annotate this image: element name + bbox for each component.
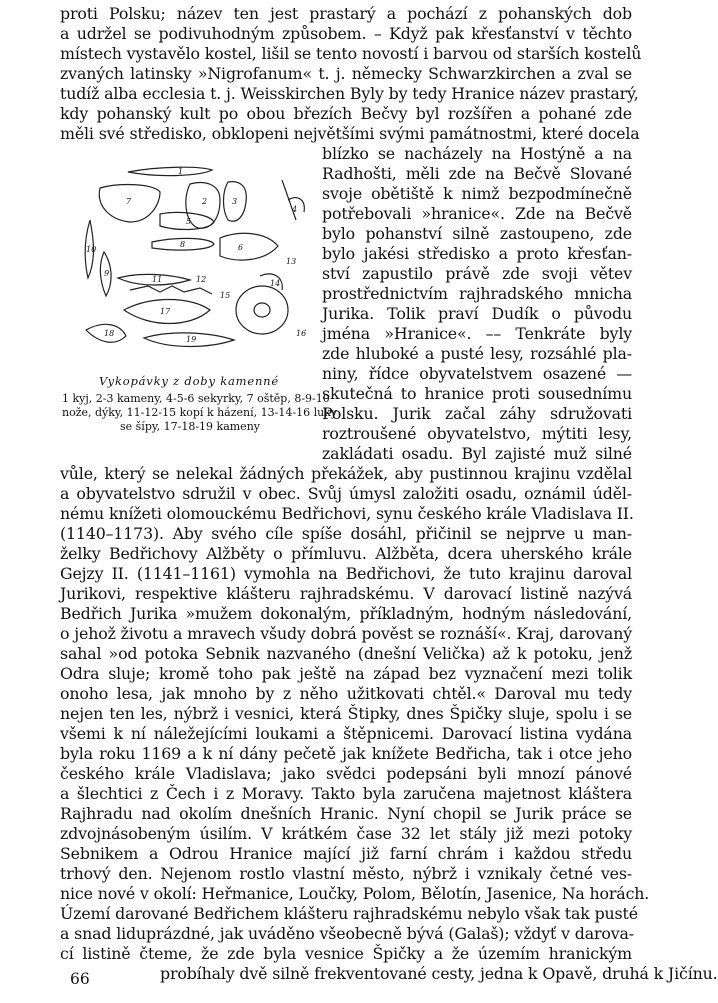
text-line: a udržel se podivuhodným způsobem. – Když pak křesťanství v těchto (60, 24, 632, 43)
text-line: kdy pohanský kult po obou březích Bečvy byl rozšířen a pohané zde (60, 104, 632, 123)
figure-number: 3 (232, 197, 238, 206)
text-line: nice nové v okolí: Heřmanice, Loučky, Polom, Bělotín, Jasenice, Na horách. (60, 884, 650, 903)
text-line: Odra sluje; kromě toho pak ještě na západ bez vyznačení mezi tolik (60, 664, 632, 683)
text-line: českého krále Vladislava; jako svědci podepsáni byli mnozí pánové (60, 764, 632, 783)
stone-age-artifacts-illustration (60, 160, 318, 372)
text-line: měli své středisko, obklopeni největšími svými památnostmi, které docela (60, 124, 640, 143)
text-line: (1140–1173). Aby svého cíle spíše dosáhl, přičinil se nejprve u man- (60, 524, 632, 543)
text-line: roztroušené obyvatelstvo, mýtiti lesy, (322, 424, 632, 443)
text-line: a snad liduprázdné, jak uváděno všeobecně bývá (Galaš); vždyť v darova- (60, 924, 634, 943)
text-line: zde hluboké a pusté lesy, rozsáhlé pla- (322, 344, 632, 363)
text-line: sahal »od potoka Sebnik nazvaného (dnešní Velička) až k potoku, jenž (60, 644, 632, 663)
excavation-figure (60, 160, 338, 433)
figure-number: 8 (180, 240, 186, 249)
text-line: svoje obětiště k nimž bezpodmínečně (322, 184, 632, 203)
text-line: probíhaly dvě silně frekventované cesty, jedna k Opavě, druhá k Jičínu. (160, 964, 718, 983)
figure-number: 6 (238, 243, 244, 252)
figure-caption-line: se šípy, 17-18-19 kameny (120, 420, 260, 433)
text-line: nejen ten les, nýbrž i vesnici, která Štipky, dnes Špičky sluje, spolu i se (60, 704, 632, 723)
text-line: všemi k ní náležejícími loukami a štěpnicemi. Darovací listina vydána (60, 724, 632, 743)
text-line: Bedřich Jurika »mužem dokonalým, příkladným, hodným následování, (60, 604, 632, 623)
text-line: místech vystavělo kostel, lišil se tento novostí i barvou od starších kostelů (60, 44, 642, 63)
text-line: a obyvatelstvo sdružil v obec. Svůj úmysl založiti osadu, oznámil úděl- (60, 484, 632, 503)
text-line: bylo pohanství silně zastoupeno, zde (322, 224, 632, 243)
figure-caption-line: 1 kyj, 2-3 kameny, 4-5-6 sekyrky, 7 oštěp, 8-9-10 (62, 392, 330, 405)
figure-number: 10 (86, 245, 97, 254)
figure-caption-line: nože, dýky, 11-12-15 kopí k házení, 13-14-16 luky (62, 406, 338, 419)
text-line: želky Bedřichovy Alžběty o přímluvu. Alžběta, dcera uherského krále (60, 544, 632, 563)
text-line: o jehož životu a mravech všudy dobrá pověst se roznáší«. Kraj, darovaný (60, 624, 632, 643)
figure-number: 4 (292, 205, 298, 214)
text-line: niny, řídce obyvatelstvem osazené — (322, 364, 632, 383)
figure-number: 16 (296, 329, 307, 338)
figure-number: 13 (286, 257, 297, 266)
text-line: ství zapustilo právě zde svoji větev (322, 264, 632, 283)
text-line: jména »Hranice«. –– Tenkráte byly (322, 324, 632, 343)
figure-number: 14 (270, 279, 281, 288)
text-line: proti Polsku; název ten jest prastarý a pochází z pohanských dob (60, 4, 632, 23)
figure-number: 1 (178, 167, 184, 176)
text-line: cí listině čteme, že zde byla vesnice Špičky a že územím hranickým (60, 944, 632, 963)
figure-number: 11 (152, 275, 163, 284)
text-line: zakládati osadu. Byl zajisté muž silné (322, 444, 632, 463)
text-line: nému knížeti olomouckému Bedřichovi, synu českého krále Vladislava II. (60, 504, 634, 523)
figure-number: 17 (160, 307, 171, 316)
figure-number: 2 (202, 197, 208, 206)
figure-caption-title: Vykopávky z doby kamenné (99, 374, 279, 388)
figure-number: 5 (186, 217, 192, 226)
figure-number: 19 (186, 335, 197, 344)
text-line: byla roku 1169 a k ní dány pečetě jak knížete Bedřicha, tak i otce jeho (60, 744, 632, 763)
text-line: Gejzy II. (1141–1161) vymohla na Bedřichovi, že tuto krajinu daroval (60, 564, 632, 583)
text-line: zdvojnásobeným úsilím. V krátkém čase 32 let stály již mezi potoky (60, 824, 632, 843)
text-line: vůle, který se nelekal žádných překážek, aby pustinnou krajinu vzdělal (60, 464, 632, 483)
text-line: tudíž alba ecclesia t. j. Weisskirchen Byly by tedy Hranice název prastarý, (60, 84, 639, 103)
text-line: bylo jakési středisko a proto křesťan- (322, 244, 632, 263)
text-line: Jurikovi, respektive klášteru rajhradskému. V darovací listině nazývá (60, 584, 632, 603)
figure-number: 12 (196, 275, 207, 284)
text-line: blízko se nacházely na Hostýně a na (322, 144, 632, 163)
figure-number: 9 (104, 269, 110, 278)
text-line: onoho lesa, jak mnoho by z něho užitkovati chtěl.« Daroval mu tedy (60, 684, 632, 703)
text-line: zvaných latinsky »Nigrofanum« t. j. německy Schwarzkirchen a zval se (60, 64, 632, 83)
text-line: Jurika. Tolik praví Dudík o původu (322, 304, 632, 323)
page-number: 66 (70, 970, 90, 988)
text-line: skutečná to hranice proti sousednímu (322, 384, 632, 403)
figure-number: 15 (220, 291, 231, 300)
text-line: prostřednictvím rajhradského mnicha (322, 284, 632, 303)
text-line: Rajhradu nad okolím dnešních Hranic. Nyní chopil se Jurik práce se (60, 804, 632, 823)
text-line: Území darované Bedřichem klášteru rajhradskému nebylo však tak pusté (60, 904, 638, 923)
text-line: trhový den. Nejenom rostlo vlastní město, nýbrž i vznikaly četné ves- (60, 864, 632, 883)
text-line: Sebnikem a Odrou Hranice mající již farní chrám i každou středu (60, 844, 632, 863)
text-line: a šlechtici z Čech i z Moravy. Takto byla zaručena majetnost kláštera (60, 784, 632, 803)
text-line: potřebovali »hranice«. Zde na Bečvě (322, 204, 632, 223)
text-line: Polsku. Jurik začal záhy sdružovati (322, 404, 632, 423)
text-line: Radhošti, měli zde na Bečvě Slované (322, 164, 632, 183)
figure-number: 18 (104, 329, 115, 338)
figure-number: 7 (126, 197, 132, 206)
